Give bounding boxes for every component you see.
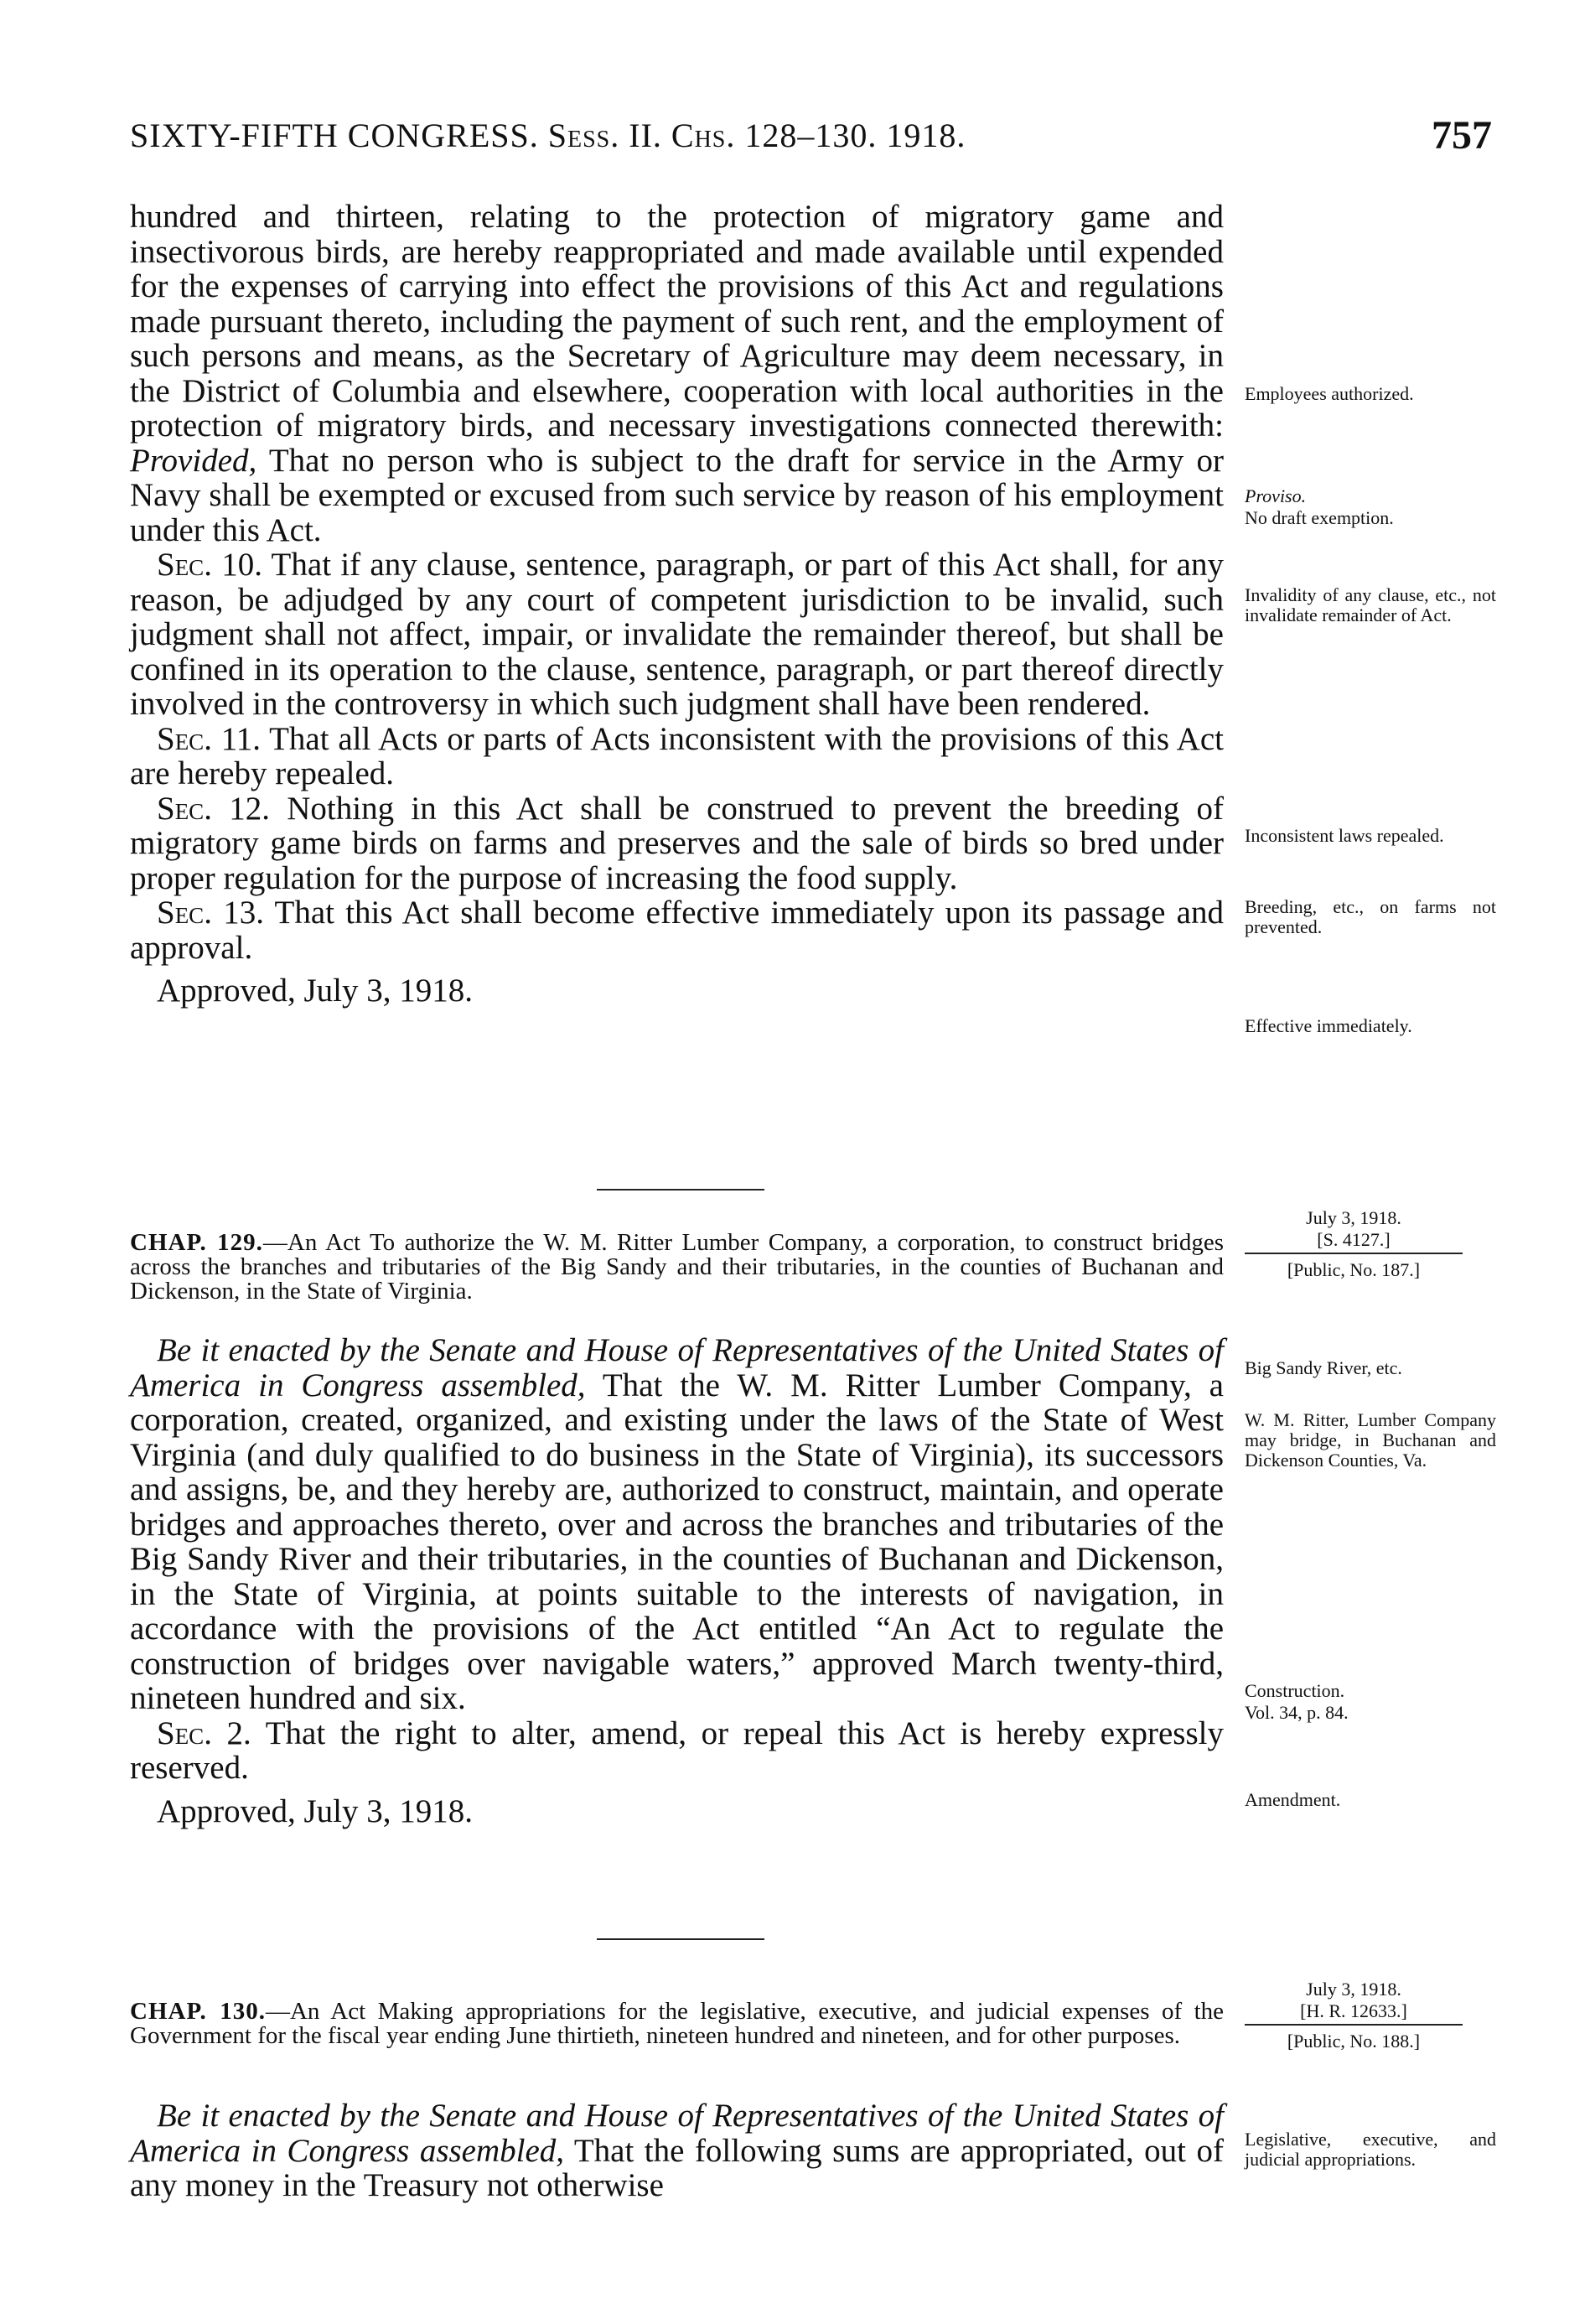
note-no-draft: No draft exemption. [1245,507,1394,528]
chap129-heading [130,1231,1224,1304]
note-construction-ref: Vol. 34, p. 84. [1245,1702,1349,1723]
note-construction [1245,1681,1496,1725]
chap128-paragraph [130,200,1224,547]
chap130-title: —An Act Making appropriations for the legislative, executive, and judicial expenses of the Government for the fiscal year ending June thirtieth, nineteen hundred and nineteen, and for other purposes. [130,1998,1224,2049]
chap128-text-a: hundred and thirteen, relating to the protection of migratory game and insectivorous birds, are hereby reappropriated and made available until expended for the expenses of carrying into effect the provisions of this Act and regulations made pursuant thereto, including the payment of such rent, and the employment of such persons and means, as the Secretary of Agriculture may deem necessary, in the District of Columbia and elsewhere, cooperation with local authorities in the protection of migratory birds, and necessary investigations connected therewith: [130,199,1224,444]
chap129-approved-line: Approved, July 3, 1918. [157,1792,473,1829]
section-10 [130,547,1224,722]
section-divider [597,1938,764,1940]
approved-line: Approved, July 3, 1918. [157,973,473,1009]
header-chapters: Chs. 128–130. [671,117,878,154]
note-legislative: Legislative, executive, and judicial appropriations. [1245,2129,1496,2170]
chap129-section-2 [130,1716,1224,1786]
section-10-text: That if any clause, sentence, paragraph, or part of this Act shall, for any reason, be adjudged by any court of competent jurisdiction to be invalid, such judgment shall not affect, impair, or invalidate the remainder thereof, but shall be confined in its operation to the clause, sentence, paragraph, or part thereof directly involved in the controversy in which such judgment shall have been rendered. [130,547,1224,722]
chap130-heading [130,2000,1224,2048]
proviso-word: Provided, [130,442,257,479]
chap129-title: —An Act To authorize the W. M. Ritter Lumber Company, a corporation, to construct bridges across the branches and tributaries of the Big Sandy and their tributaries, in the counties of Buchanan and Dickenson, in the State of Virginia. [130,1229,1224,1305]
section-12-label: Sec. 12. [157,790,270,827]
section-divider [597,1189,764,1191]
note-breeding: Breeding, etc., on farms not prevented. [1245,896,1496,937]
note-construction-label: Construction. [1245,1680,1345,1701]
running-header [130,113,1492,174]
chap128-continuation [130,200,1224,1009]
chap129-bill: [S. 4127.] [1245,1229,1463,1254]
section-12-text: Nothing in this Act shall be construed to prevent the breeding of migratory game birds on farms and preserves and the sale of birds so bred under proper regulation for the purpose of increasing the food supply. [130,790,1224,896]
note-big-sandy: Big Sandy River, etc. [1245,1357,1402,1378]
section-11-text: That all Acts or parts of Acts inconsistent with the provisions of this Act are hereby repealed. [130,720,1224,791]
header-left [130,116,966,155]
chap130-reference-box [1245,1979,1463,2052]
section-12 [130,791,1224,896]
chap130-enact-text: That the following sums are appropriated, out of any money in the Treasury not otherwise [130,2132,1224,2203]
chap130-enact-italic: Be it enacted by the Senate and House of Representatives of the United States of America in Congress assembled, [130,2098,1224,2169]
chap130-enacting-clause [130,2098,1224,2203]
section-13-text: That this Act shall become effective immediately upon its passage and approval. [130,895,1224,966]
chap129-enacting-clause [130,1333,1224,1716]
note-inconsistent: Inconsistent laws repealed. [1245,825,1444,846]
header-year: 1918. [886,117,966,154]
page-number: 757 [1432,113,1492,158]
chap129-reference-box [1245,1207,1463,1281]
note-ritter: W. M. Ritter, Lumber Company may bridge, in Buchanan and Dickenson Counties, Va. [1245,1409,1496,1471]
note-amendment: Amendment. [1245,1789,1341,1810]
chap130-label: CHAP. 130. [130,1998,266,2025]
section-13-label: Sec. 13. [157,895,264,931]
chap128-text-b: That no person who is subject to the draft for service in the Army or Navy shall be exempted or excused from such service by reason of his employment under this Act. [130,442,1224,548]
section-11 [130,722,1224,791]
chap129-section-2-label: Sec. 2. [157,1714,251,1751]
note-effective: Effective immediately. [1245,1015,1412,1036]
header-session: Sess. II. [547,117,662,154]
chap129-enact-text: That the W. M. Ritter Lumber Company, a corporation, created, organized, and existing under the laws of the State of West Virginia (and duly qualified to do business in the State of Virginia), its successors and assigns, be, and they hereby are, authorized to construct, maintain, and operate bridges and approaches thereto, over and across the branches and tributaries of the Big Sandy River and their tributaries, in the counties of Buchanan and Dickenson, in the State of Virginia, at points suitable to the interests of navigation, in accordance with the provisions of the Act entitled “An Act to regulate the construction of bridges over navigable waters,” approved March twenty-third, nineteen hundred and six. [130,1367,1224,1716]
header-congress: SIXTY-FIFTH CONGRESS. [130,117,539,154]
note-employees: Employees authorized. [1245,383,1414,404]
chap129-body [130,1333,1224,1829]
chap129-public-law: [Public, No. 187.] [1287,1259,1421,1280]
chap129-date: July 3, 1918. [1306,1207,1401,1228]
note-invalidity: Invalidity of any clause, etc., not invalidate remainder of Act. [1245,584,1496,625]
chap130-body [130,2098,1224,2203]
chap130-bill: [H. R. 12633.] [1245,2000,1463,2026]
note-proviso [1245,486,1496,530]
section-13 [130,895,1224,965]
chap130-public-law: [Public, No. 188.] [1287,2031,1421,2052]
note-proviso-label: Proviso. [1245,485,1307,506]
chap129-enact-italic: Be it enacted by the Senate and House of Representatives of the United States of America in Congress assembled, [130,1332,1224,1403]
section-11-label: Sec. 11. [157,720,262,757]
chap129-label: CHAP. 129. [130,1229,263,1256]
chap129-section-2-text: That the right to alter, amend, or repeal this Act is hereby expressly reserved. [130,1714,1224,1786]
section-10-label: Sec. 10. [157,547,262,583]
chap130-date: July 3, 1918. [1306,1979,1401,2000]
